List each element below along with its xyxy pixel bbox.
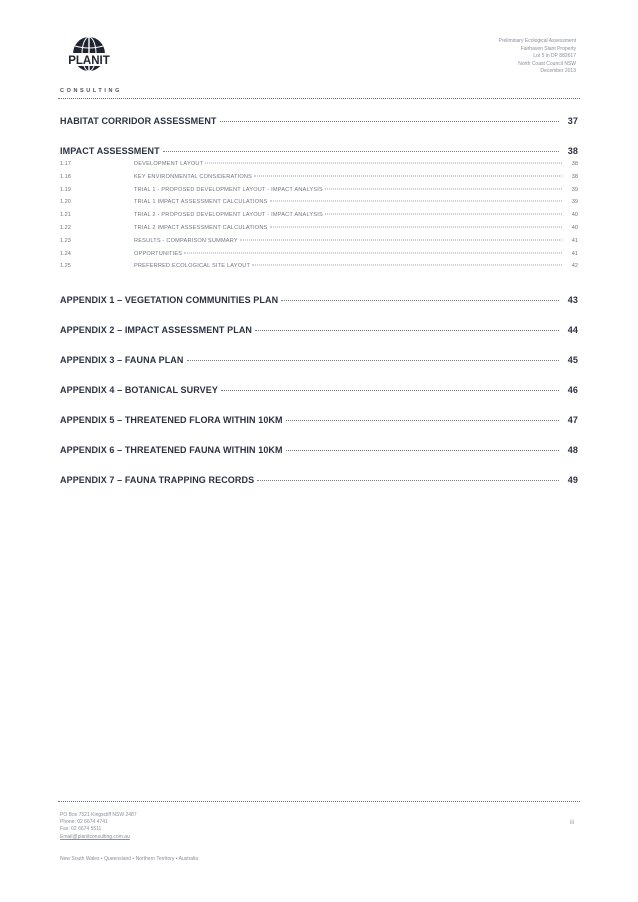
toc-subentry-page: 39 bbox=[571, 186, 578, 193]
toc-subentry-number: 1.24 bbox=[60, 250, 71, 257]
toc-subentry-title: OPPORTUNITIES bbox=[134, 250, 183, 257]
toc-entry-title: APPENDIX 2 – IMPACT ASSESSMENT PLAN bbox=[60, 325, 253, 336]
logo-subtext: CONSULTING bbox=[60, 88, 122, 94]
header-line: Preliminary Ecological Assessment bbox=[498, 38, 576, 44]
toc-leader bbox=[187, 360, 560, 361]
footer-contact-line: PO Box 7521 Kingscliff NSW 2487 bbox=[60, 812, 137, 818]
footer-office-locations: New South Wales • Queensland • Northern Territory • Australia bbox=[60, 856, 199, 862]
toc-entry-appendix-7[interactable] bbox=[60, 475, 578, 485]
toc-subentry-page: 38 bbox=[571, 161, 578, 167]
toc-leader bbox=[220, 121, 559, 122]
toc-subentry-number: 1.17 bbox=[60, 161, 71, 167]
toc-entry-title: APPENDIX 7 – FAUNA TRAPPING RECORDS bbox=[60, 475, 255, 486]
toc-subentry-page: 38 bbox=[571, 173, 578, 180]
toc-entry-appendix-1[interactable] bbox=[60, 295, 578, 305]
toc-subentry-title: TRIAL 2 - PROPOSED DEVELOPMENT LAYOUT - IMPACT ANALYSIS bbox=[134, 212, 323, 219]
toc-leader bbox=[270, 201, 563, 202]
toc-leader bbox=[254, 175, 562, 176]
toc-subentry-number: 1.22 bbox=[60, 224, 71, 231]
toc-entry-title: IMPACT ASSESSMENT bbox=[60, 146, 160, 156]
toc-entry-appendix-5[interactable] bbox=[60, 415, 578, 425]
company-logo bbox=[58, 36, 120, 84]
toc-subentry-title: TRIAL 1 IMPACT ASSESSMENT CALCULATIONS bbox=[134, 199, 268, 206]
toc-subentry-page: 40 bbox=[571, 224, 578, 231]
toc-entry-page: 48 bbox=[567, 445, 578, 456]
toc-subentry-title: DEVELOPMENT LAYOUT bbox=[134, 161, 204, 167]
toc-subentry-number: 1.19 bbox=[60, 186, 71, 193]
toc-leader bbox=[240, 239, 562, 240]
globe-logo-icon bbox=[58, 36, 120, 84]
toc-leader bbox=[221, 390, 559, 391]
toc-entry-title: APPENDIX 6 – THREATENED FAUNA WITHIN 10KM bbox=[60, 445, 283, 456]
footer-contact-line: Phone: 02 6674 4741 bbox=[60, 819, 108, 826]
header-divider bbox=[58, 98, 580, 99]
toc-subentry-title: TRIAL 2 IMPACT ASSESSMENT CALCULATIONS bbox=[134, 224, 268, 231]
toc-leader bbox=[257, 480, 559, 481]
toc-leader bbox=[205, 163, 562, 164]
toc-leader bbox=[270, 226, 563, 227]
toc-entry-page: 45 bbox=[567, 355, 578, 366]
toc-subentry-page: 41 bbox=[571, 237, 578, 244]
toc-subentry-title: TRIAL 1 - PROPOSED DEVELOPMENT LAYOUT - IMPACT ANALYSIS bbox=[134, 186, 323, 193]
page-number: iii bbox=[570, 820, 574, 826]
toc-entry-title: HABITAT CORRIDOR ASSESSMENT bbox=[60, 116, 217, 126]
footer-email-link[interactable]: Email@planitconsulting.com.au bbox=[60, 833, 130, 840]
toc-entry-page: 43 bbox=[567, 295, 578, 306]
toc-entry-title: APPENDIX 4 – BOTANICAL SURVEY bbox=[60, 385, 218, 396]
table-of-contents bbox=[60, 110, 578, 485]
toc-leader bbox=[286, 450, 559, 451]
toc-entry-appendix-6[interactable] bbox=[60, 445, 578, 455]
toc-subentry[interactable] bbox=[60, 225, 578, 238]
footer-divider bbox=[58, 801, 580, 802]
toc-subentry[interactable] bbox=[60, 212, 578, 225]
toc-subentry-number: 1.21 bbox=[60, 212, 71, 219]
toc-leader bbox=[163, 151, 559, 152]
toc-leader bbox=[325, 214, 562, 215]
footer-contact-info bbox=[60, 812, 137, 841]
toc-entry-page: 49 bbox=[567, 475, 578, 486]
toc-entry-impact-assessment[interactable] bbox=[60, 146, 578, 156]
document-header-info bbox=[498, 38, 576, 76]
toc-subentry[interactable] bbox=[60, 263, 578, 276]
toc-subentry[interactable] bbox=[60, 174, 578, 187]
toc-subsection-list bbox=[60, 161, 578, 276]
toc-entry-appendix-4[interactable] bbox=[60, 385, 578, 395]
toc-subentry[interactable] bbox=[60, 238, 578, 251]
toc-entry-page: 37 bbox=[567, 116, 578, 126]
toc-leader bbox=[325, 188, 562, 189]
toc-subentry[interactable] bbox=[60, 187, 578, 200]
toc-subentry-title: KEY ENVIRONMENTAL CONSIDERATIONS bbox=[134, 173, 253, 180]
toc-entry-appendix-3[interactable] bbox=[60, 355, 578, 365]
toc-subentry[interactable] bbox=[60, 161, 578, 174]
toc-entry-title: APPENDIX 1 – VEGETATION COMMUNITIES PLAN bbox=[60, 295, 279, 306]
toc-subentry[interactable] bbox=[60, 199, 578, 212]
header-line: Lot 5 in DP 882617 bbox=[533, 53, 576, 59]
toc-subentry-number: 1.20 bbox=[60, 199, 71, 206]
logo-text: PLANIT bbox=[68, 55, 110, 67]
toc-subentry-number: 1.23 bbox=[60, 237, 71, 244]
toc-subentry-number: 1.18 bbox=[60, 173, 71, 180]
toc-subentry-title: RESULTS - COMPARISON SUMMARY bbox=[134, 237, 238, 244]
toc-entry-title: APPENDIX 5 – THREATENED FLORA WITHIN 10KM bbox=[60, 415, 283, 426]
header-line: North Coast Council NSW bbox=[518, 60, 576, 67]
toc-subentry-page: 42 bbox=[571, 263, 578, 270]
toc-entry-page: 44 bbox=[567, 325, 578, 336]
toc-subentry[interactable] bbox=[60, 251, 578, 264]
toc-entry-page: 46 bbox=[567, 385, 578, 396]
toc-leader bbox=[252, 265, 562, 266]
toc-leader bbox=[184, 252, 562, 253]
toc-leader bbox=[286, 420, 559, 421]
toc-leader bbox=[281, 300, 559, 301]
toc-entry-page: 47 bbox=[567, 415, 578, 426]
footer-contact-line: Fax: 02 6674 5511 bbox=[60, 826, 102, 833]
toc-subentry-page: 40 bbox=[571, 212, 578, 219]
toc-subentry-page: 39 bbox=[571, 199, 578, 206]
toc-entry-appendix-2[interactable] bbox=[60, 325, 578, 335]
toc-leader bbox=[255, 330, 559, 331]
toc-subentry-page: 41 bbox=[571, 250, 578, 257]
toc-entry-title: APPENDIX 3 – FAUNA PLAN bbox=[60, 355, 184, 366]
toc-subentry-number: 1.25 bbox=[60, 263, 71, 270]
header-line: December 2013 bbox=[540, 68, 576, 74]
toc-subentry-title: PREFERRED ECOLOGICAL SITE LAYOUT bbox=[134, 263, 251, 270]
toc-entry-habitat-corridor[interactable] bbox=[60, 116, 578, 126]
toc-entry-page: 38 bbox=[567, 146, 578, 156]
header-line: Fairhaven Slant Property bbox=[520, 45, 576, 52]
